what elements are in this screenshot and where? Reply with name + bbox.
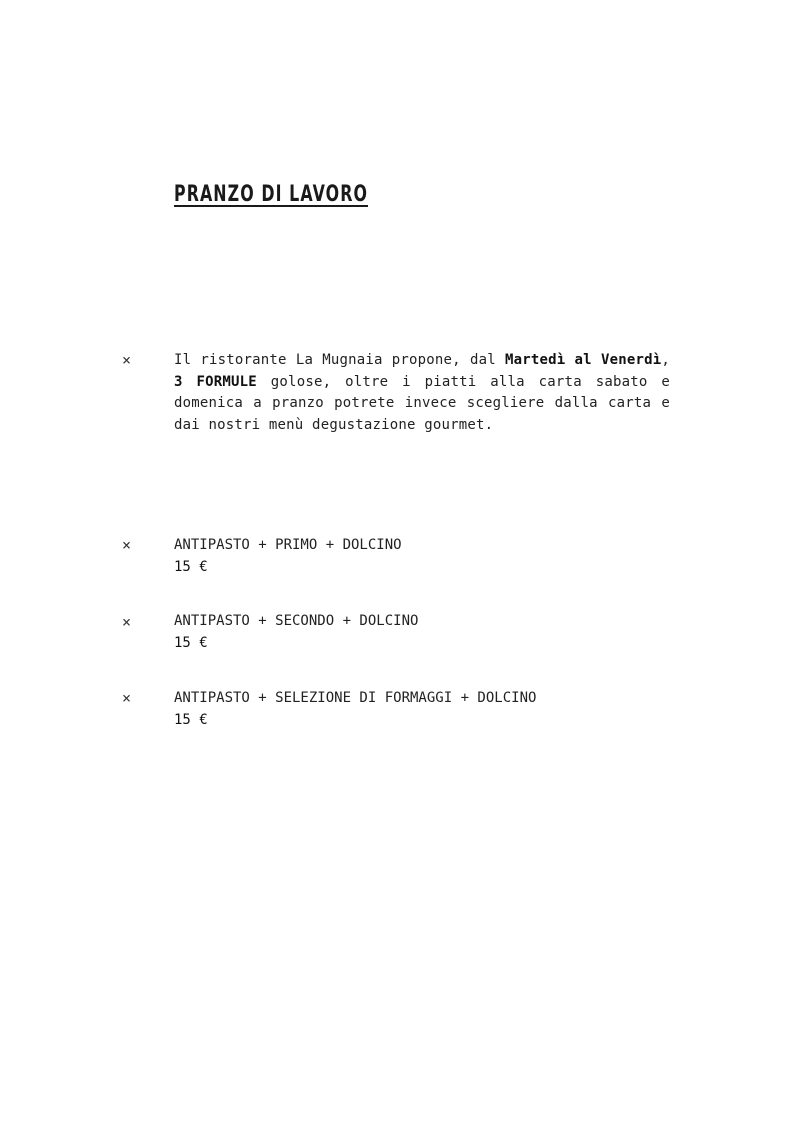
formula-name: ANTIPASTO + SECONDO + DOLCINO xyxy=(174,613,419,629)
bullet-icon: × xyxy=(122,689,132,707)
intro-formule: 3 FORMULE xyxy=(174,373,257,390)
intro-text: , xyxy=(661,352,670,368)
intro-text: Il ristorante La Mugnaia propone, dal xyxy=(174,352,505,368)
page-title: PRANZO DI LAVORO xyxy=(174,182,369,207)
formula-price: 15 € xyxy=(174,711,208,728)
formula-item xyxy=(174,611,418,654)
intro-paragraph xyxy=(174,350,670,436)
bullet-icon: × xyxy=(122,613,132,631)
formula-price: 15 € xyxy=(174,558,208,575)
formula-name: ANTIPASTO + SELEZIONE DI FORMAGGI + DOLCINO xyxy=(174,690,537,706)
formula-item xyxy=(174,535,402,578)
intro-days: Martedì al Venerdì xyxy=(505,352,662,368)
intro-text: golose, oltre i piatti alla carta sabato e domenica a pranzo potrete invece scegliere dalla carta e dai nostri menù degustazione gourmet. xyxy=(174,373,670,433)
formula-price: 15 € xyxy=(174,634,208,651)
bullet-icon: × xyxy=(122,536,132,554)
formula-item xyxy=(174,688,536,731)
bullet-icon: × xyxy=(122,351,132,369)
formula-name: ANTIPASTO + PRIMO + DOLCINO xyxy=(174,537,402,553)
